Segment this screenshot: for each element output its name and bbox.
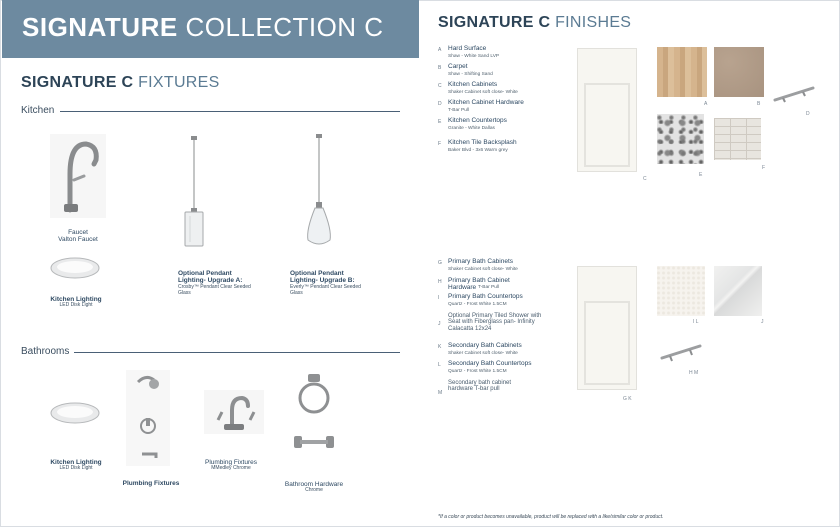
shower-tile-swatch — [714, 266, 762, 316]
bath-faucet-caption: Plumbing Fixtures MMedley Chrome — [204, 459, 258, 472]
swatch-label-d: D — [806, 111, 810, 117]
kitchen-disk-light-image — [50, 256, 100, 280]
swatch-label-j: J — [761, 319, 764, 325]
pendant-b-caption: Optional Pendant Lighting- Upgrade B: Everly™ Pendant Clear Seeded Glass — [290, 270, 361, 296]
banner-rest: COLLECTION C — [185, 12, 384, 42]
footnote: *If a color or product becomes unavailable, product will be replaced with a like/similar color or product. — [438, 514, 664, 520]
swatch-label-f: F — [762, 165, 766, 171]
pendant-a-caption: Optional Pendant Lighting- Upgrade A: Crosby™ Pendant Clear Seeded Glass — [178, 270, 251, 296]
hard-surface-swatch — [657, 47, 707, 97]
carpet-swatch — [714, 47, 764, 97]
fixtures-header: SIGNATURE C FIXTURES — [21, 74, 220, 91]
kitchen-lighting-caption: Kitchen Lighting LED Disk Light — [50, 296, 102, 309]
bathroom-hardware-image — [290, 372, 338, 464]
bath-cabinet-swatch — [577, 266, 637, 390]
backsplash-swatch — [714, 118, 761, 160]
swatch-label-gk: G K — [623, 396, 632, 402]
plumbing-fixtures-caption: Plumbing Fixtures — [122, 480, 180, 487]
countertop-swatch — [657, 114, 704, 164]
swatch-label-il: I L — [693, 319, 699, 325]
bath-pull-swatch — [660, 338, 702, 364]
finishes-header: SIGNATURE C FINISHES — [438, 14, 632, 31]
bathroom-hardware-caption: Bathroom Hardware Chrome — [284, 481, 344, 494]
pendant-a-image — [182, 136, 206, 250]
swatch-label-c: C — [643, 176, 647, 182]
bath-countertop-swatch — [657, 266, 705, 316]
kitchen-faucet-caption: Faucet Valton Faucet — [58, 229, 98, 244]
shower-fixtures-image — [126, 370, 170, 466]
swatch-label-e: E — [699, 172, 703, 178]
cabinet-pull-swatch — [773, 84, 815, 104]
bath-lighting-caption: Kitchen Lighting LED Disk Light — [50, 459, 102, 472]
bathrooms-section-label: Bathrooms — [21, 346, 70, 357]
kitchen-section-label: Kitchen — [21, 105, 55, 116]
swatch-label-a: A — [704, 101, 708, 107]
bath-disk-light-image — [50, 401, 100, 425]
bathrooms-divider — [74, 352, 400, 353]
pendant-b-image — [304, 134, 334, 250]
banner-bold: SIGNATURE — [22, 12, 178, 42]
swatch-label-hm: H M — [689, 370, 699, 376]
collection-banner — [2, 0, 419, 58]
kitchen-faucet-image — [50, 134, 106, 218]
kitchen-cabinet-swatch — [577, 48, 637, 172]
bath-faucet-image — [204, 390, 264, 434]
swatch-label-b: B — [757, 101, 761, 107]
kitchen-divider — [60, 111, 400, 112]
